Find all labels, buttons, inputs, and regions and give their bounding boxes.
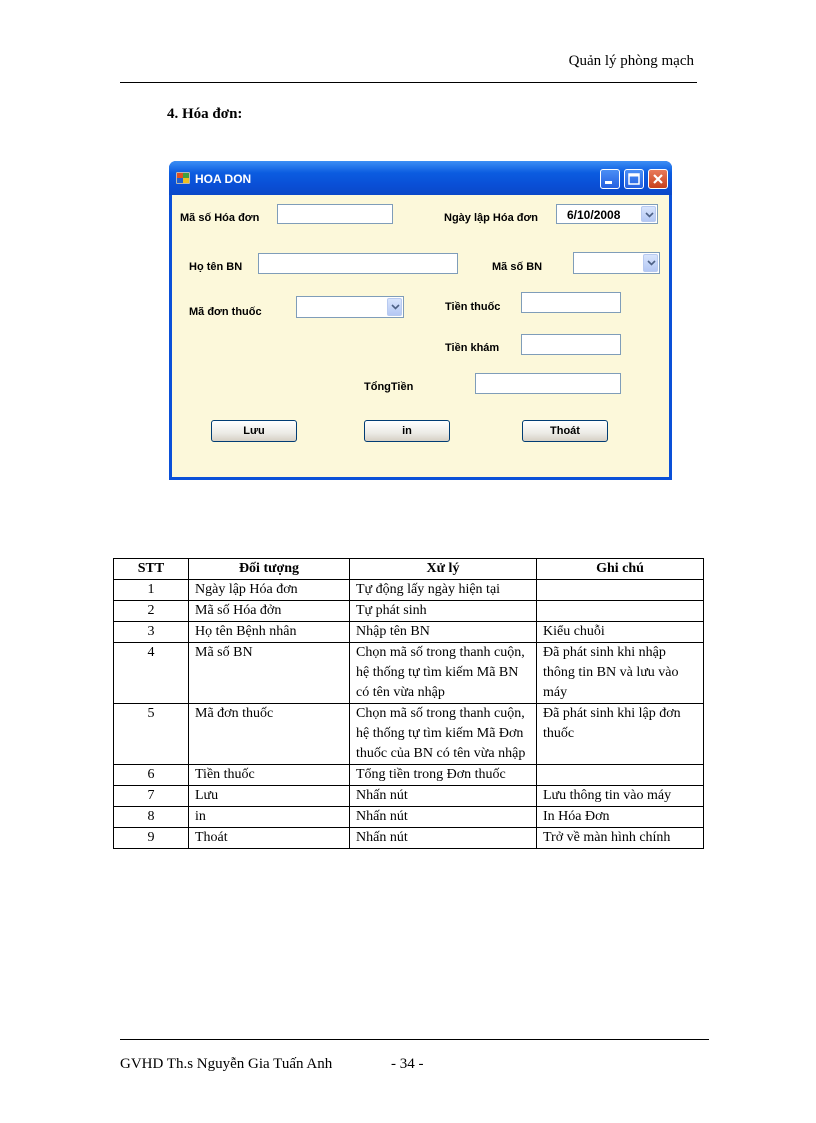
cell-doi-tuong: in [189,807,350,828]
cell-ghi-chu [537,765,704,786]
cell-stt: 4 [114,643,189,704]
header-divider [120,82,697,83]
date-dropdown-button[interactable] [641,206,656,222]
cell-doi-tuong: Mã đơn thuốc [189,704,350,765]
cell-ghi-chu: Kiểu chuỗi [537,622,704,643]
footer-author: GVHD Th.s Nguyễn Gia Tuấn Anh [120,1056,333,1072]
cell-doi-tuong: Mã số Hóa đởn [189,601,350,622]
cell-xu-ly: Tự phát sinh [350,601,537,622]
table-row [114,643,704,704]
cell-doi-tuong: Thoát [189,828,350,849]
window-titlebar[interactable] [169,161,672,195]
window-title: HOA DON [195,172,252,186]
tong-tien-input[interactable] [475,373,621,394]
maximize-icon [625,170,643,188]
cell-xu-ly: Nhấn nút [350,807,537,828]
label-ma-so-hoa-don: Mã số Hóa đơn [180,212,260,224]
label-tien-kham: Tiền khám [445,342,500,354]
header-stt: STT [114,559,189,580]
cell-stt: 2 [114,601,189,622]
cell-stt: 5 [114,704,189,765]
cell-xu-ly: Tổng tiền trong Đơn thuốc [350,765,537,786]
thoat-button[interactable]: Thoát [522,420,608,442]
table-row [114,622,704,643]
cell-stt: 8 [114,807,189,828]
header-title: Quản lý phòng mạch [568,53,694,69]
ma-don-thuoc-combobox[interactable] [296,296,404,318]
table-row [114,765,704,786]
table-header-row [114,559,704,580]
chevron-down-icon [391,303,400,311]
label-ho-ten-bn: Họ tên BN [189,261,243,273]
cell-xu-ly: Chọn mã số trong thanh cuộn, hệ thống tự tìm kiếm Mã Đơn thuốc của BN có tên vừa nhập [350,704,537,765]
cell-ghi-chu: Đã phát sinh khi lập đơn thuốc [537,704,704,765]
cell-xu-ly: Chọn mã số trong thanh cuộn, hệ thống tự tìm kiếm Mã BN có tên vừa nhập [350,643,537,704]
cell-doi-tuong: Tiền thuốc [189,765,350,786]
maximize-button[interactable] [624,169,644,189]
cell-xu-ly: Nhập tên BN [350,622,537,643]
close-button[interactable] [648,169,668,189]
table-row [114,580,704,601]
cell-doi-tuong: Mã số BN [189,643,350,704]
label-ma-so-bn: Mã số BN [492,261,543,273]
header-doi-tuong: Đối tượng [189,559,350,580]
minimize-icon [601,170,619,188]
ma-don-thuoc-dropdown-button[interactable] [387,298,402,316]
ngay-lap-date-picker[interactable] [556,204,658,224]
cell-ghi-chu: In Hóa Đơn [537,807,704,828]
table-row [114,786,704,807]
ho-ten-bn-input[interactable] [258,253,458,274]
label-ma-don-thuoc: Mã đơn thuốc [189,306,262,318]
ma-so-bn-combobox[interactable] [573,252,660,274]
cell-ghi-chu [537,601,704,622]
cell-ghi-chu: Lưu thông tin vào máy [537,786,704,807]
header-xu-ly: Xử lý [350,559,537,580]
footer-divider [120,1039,709,1040]
minimize-button[interactable] [600,169,620,189]
cell-stt: 9 [114,828,189,849]
chevron-down-icon [647,259,656,267]
close-icon [649,170,667,188]
page-number: - 34 - [391,1056,424,1072]
ma-so-hoa-don-input[interactable] [277,204,393,224]
chevron-down-icon [645,211,654,219]
window-client-area [172,195,669,477]
tien-kham-input[interactable] [521,334,621,355]
table-row [114,807,704,828]
app-icon [176,172,190,184]
table-row [114,828,704,849]
header-ghi-chu: Ghi chú [537,559,704,580]
cell-stt: 3 [114,622,189,643]
cell-xu-ly: Nhấn nút [350,786,537,807]
cell-stt: 7 [114,786,189,807]
luu-button[interactable]: Lưu [211,420,297,442]
cell-xu-ly: Tự động lấy ngày hiện tại [350,580,537,601]
date-value: 6/10/2008 [567,208,621,222]
label-tien-thuoc: Tiền thuốc [445,301,501,313]
cell-ghi-chu: Trở về màn hình chính [537,828,704,849]
hoa-don-window [169,161,672,480]
cell-doi-tuong: Ngày lập Hóa đơn [189,580,350,601]
cell-ghi-chu: Đã phát sinh khi nhập thông tin BN và lưu vào máy [537,643,704,704]
in-button[interactable]: in [364,420,450,442]
cell-stt: 1 [114,580,189,601]
section-heading: 4. Hóa đơn: [167,106,243,122]
table-row [114,704,704,765]
spec-table [113,558,704,849]
cell-doi-tuong: Họ tên Bệnh nhân [189,622,350,643]
table-row [114,601,704,622]
label-tong-tien: TổngTiền [364,381,414,393]
ma-so-bn-dropdown-button[interactable] [643,254,658,272]
cell-ghi-chu [537,580,704,601]
label-ngay-lap-hoa-don: Ngày lập Hóa đơn [444,212,538,224]
cell-doi-tuong: Lưu [189,786,350,807]
tien-thuoc-input[interactable] [521,292,621,313]
cell-stt: 6 [114,765,189,786]
cell-xu-ly: Nhấn nút [350,828,537,849]
